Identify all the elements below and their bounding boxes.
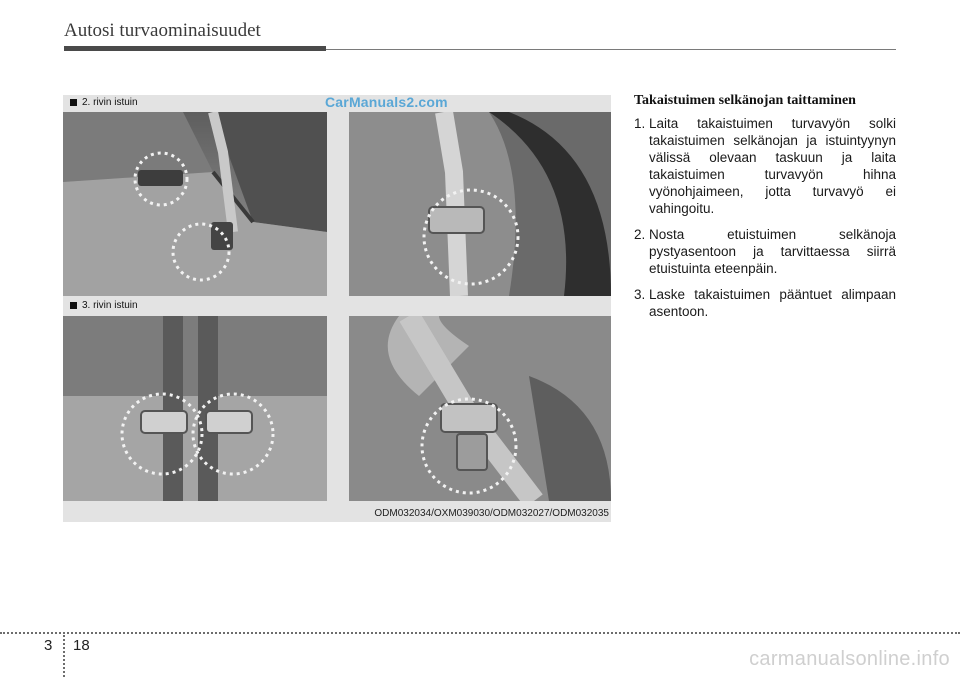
step-number: 3. [634, 287, 646, 302]
label-row3-text: 3. rivin istuin [82, 300, 138, 311]
figure-panel [63, 95, 611, 522]
step-text: Laske takaistuimen pääntuet alimpaan asentoon. [649, 287, 896, 319]
step-number: 2. [634, 227, 646, 242]
list-item [634, 286, 896, 320]
page-number: 18 [73, 637, 90, 654]
header-rule-thin [326, 49, 896, 50]
label-row2 [70, 97, 138, 108]
photo-row2-buckle [63, 112, 327, 296]
site-watermark: carmanualsonline.info [749, 648, 950, 670]
list-item [634, 226, 896, 277]
steps-list [634, 115, 896, 320]
section-title: Autosi turvaominaisuudet [64, 20, 261, 41]
photo-row3-buckles [63, 316, 327, 501]
square-bullet-icon [70, 302, 77, 309]
photo-row2-guide [349, 112, 611, 296]
footer-divider [63, 632, 65, 677]
chapter-number: 3 [44, 637, 53, 654]
watermark: CarManuals2.com [325, 94, 448, 110]
text-column [634, 93, 896, 329]
list-item [634, 115, 896, 217]
figure-caption: ODM032034/OXM039030/ODM032027/ODM032035 [374, 508, 609, 519]
header-rule-thick [64, 46, 326, 51]
square-bullet-icon [70, 99, 77, 106]
photo-row3-guide [349, 316, 611, 501]
step-number: 1. [634, 116, 646, 131]
content-heading: Takaistuimen selkänojan taittaminen [634, 93, 856, 108]
label-row2-text: 2. rivin istuin [82, 97, 138, 108]
step-text: Nosta etuistuimen selkänoja pystyasentoon ja tarvittaessa siirrä etuistuinta eteenpäin. [649, 227, 896, 276]
step-text: Laita takaistuimen turvavyön solki takaistuimen selkänojan ja istuintyynyn välissä olevaan taskuun ja laita takaistuimen turvavyön hihna vyönohjaimeen, jotta turvavyö ei vahingoitu. [649, 116, 896, 216]
footer-rule [0, 632, 960, 634]
label-row3 [70, 300, 138, 311]
